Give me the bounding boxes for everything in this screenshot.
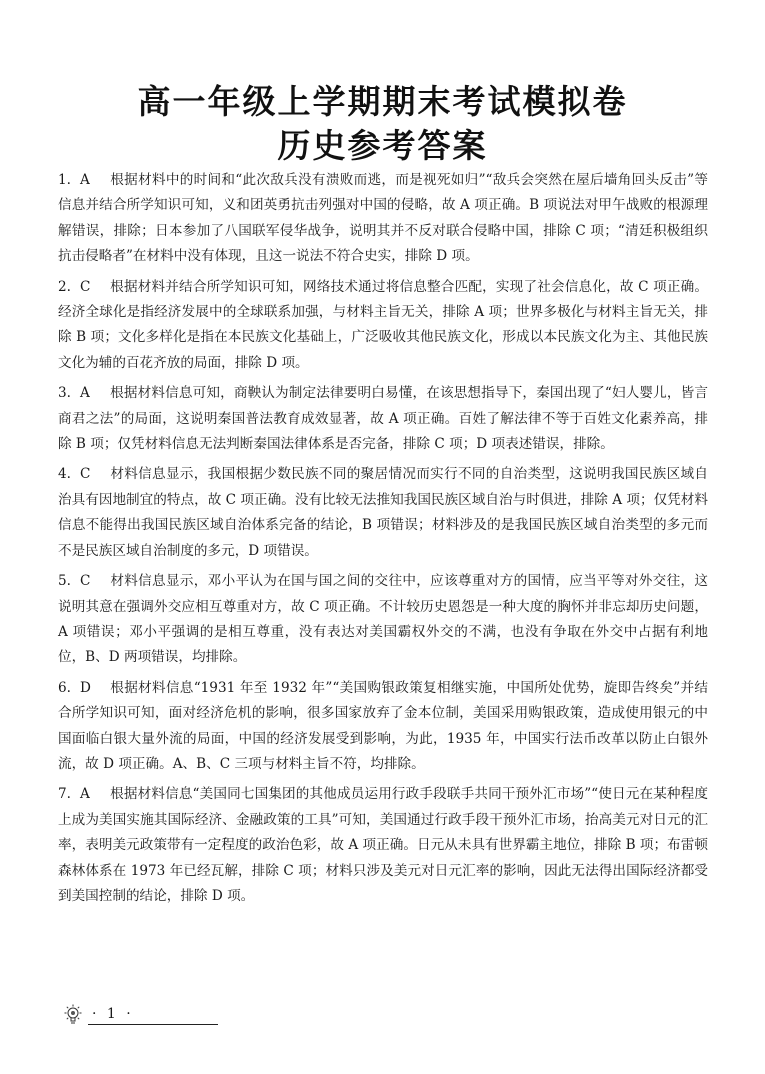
answer-item-7 (58, 782, 708, 909)
question-number: 4. (58, 466, 71, 483)
question-number: 1. (58, 172, 71, 188)
page-number: · 1 · (92, 1006, 134, 1022)
answer-explanation: 根据材料信息可知，商鞅认为制定法律要明白易懂，在该思想指导下，秦国出现了“妇人婴儿，皆言商君之法”的局面，这说明秦国普法教育成效显著，故 A 项正确。百姓了解法律不等于百姓文化素养高，排除 B 项；仅凭材料信息无法判断秦国法律体系是否完备，排除 C 项；D 项表述错误，排除。 (58, 385, 708, 453)
answer-item-1 (58, 168, 708, 270)
question-number: 2. (58, 278, 71, 295)
lightbulb-icon (62, 1004, 84, 1026)
answer-choice: D (80, 679, 91, 696)
answer-item-4 (58, 462, 708, 564)
answer-choice: A (80, 385, 90, 402)
question-number: 6. (58, 679, 71, 696)
exam-title: 高一年级上学期期末考试模拟卷 (137, 82, 628, 121)
footer-rule (88, 1024, 218, 1025)
question-number: 3. (58, 385, 71, 402)
answer-explanation: 材料信息显示，我国根据少数民族不同的聚居情况而实行不同的自治类型，这说明我国民族区域自治具有因地制宜的特点，故 C 项正确。没有比较无法推知我国民族区域自治与时俱进，排除 A 项；仅凭材料信息不能得出我国民族区域自治体系完备的结论，B 项错误；材料涉及的是我国民族区域自治类型的多元而不是民族区域自治制度的多元，D 项错误。 (58, 466, 708, 559)
answer-item-5 (58, 569, 708, 671)
answer-item-2 (58, 275, 708, 377)
answer-explanation: 根据材料信息“美国同七国集团的其他成员运用行政手段联手共同干预外汇市场”“使日元在某种程度上成为美国实施其国际经济、金融政策的工具”可知，美国通过行政手段干预外汇市场，抬高美元对日元的汇率，表明美元政策带有一定程度的政治色彩，故 A 项正确。日元从未具有世界霸主地位，排除 B 项；布雷顿森林体系在 1973 年已经瓦解，排除 C 项；材料只涉及美元对日元汇率的影响，因此无法得出国际经济都受到美国控制的结论，排除 D 项。 (58, 786, 708, 904)
answer-item-3 (58, 381, 708, 457)
page-footer (62, 1003, 222, 1027)
answer-item-6 (58, 676, 708, 778)
answer-choice: A (80, 786, 90, 803)
answer-explanation: 材料信息显示，邓小平认为在国与国之间的交往中，应该尊重对方的国情，应当平等对外交往，这说明其意在强调外交应相互尊重对方，故 C 项正确。不计较历史恩怨是一种大度的胸怀并非忘却历史问题，A 项错误；邓小平强调的是相互尊重，没有表达对美国霸权外交的不满，也没有争取在外交中占据有利地位，B、D 两项错误，均排除。 (58, 573, 708, 666)
answer-choice: C (80, 466, 91, 483)
answer-explanation: 根据材料信息“1931 年至 1932 年”“美国购银政策复相继实施，中国所处优势，旋即告终矣”并结合所学知识可知，面对经济危机的影响，很多国家放弃了金本位制，美国采用购银政策，造成使用银元的中国面临白银大量外流的局面，中国的经济发展受到影响，为此，1935 年，中国实行法币改革以防止白银外流，故 D 项正确。A、B、C 三项与材料主旨不符，均排除。 (58, 679, 708, 772)
question-number: 7. (58, 786, 71, 803)
answer-choice: A (80, 172, 90, 188)
answer-explanation: 根据材料中的时间和“此次敌兵没有溃败而逃，而是视死如归”“敌兵会突然在屋后墙角回头反击”等信息并结合所学知识可知，义和团英勇抗击列强对中国的侵略，故 A 项正确。B 项说法对甲午战败的根源理解错误，排除；日本参加了八国联军侵华战争，说明其并不反对联合侵略中国，排除 C 项；“清廷积极组织抗击侵略者”在材料中没有体现，且这一说法不符合史实，排除 D 项。 (58, 172, 708, 265)
question-number: 5. (58, 573, 71, 590)
answer-explanation: 根据材料并结合所学知识可知，网络技术通过将信息整合匹配，实现了社会信息化，故 C 项正确。经济全球化是指经济发展中的全球联系加强，与材料主旨无关，排除 A 项；世界多极化与材料主旨无关，排除 B 项；文化多样化是指在本民族文化基础上，广泛吸收其他民族文化，形成以本民族文化为主、其他民族文化为辅的百花齐放的局面，排除 D 项。 (58, 278, 708, 371)
answer-choice: C (80, 278, 91, 295)
answer-key-title: 历史参考答案 (277, 126, 488, 165)
answer-choice: C (80, 573, 91, 590)
answer-list (58, 168, 708, 914)
